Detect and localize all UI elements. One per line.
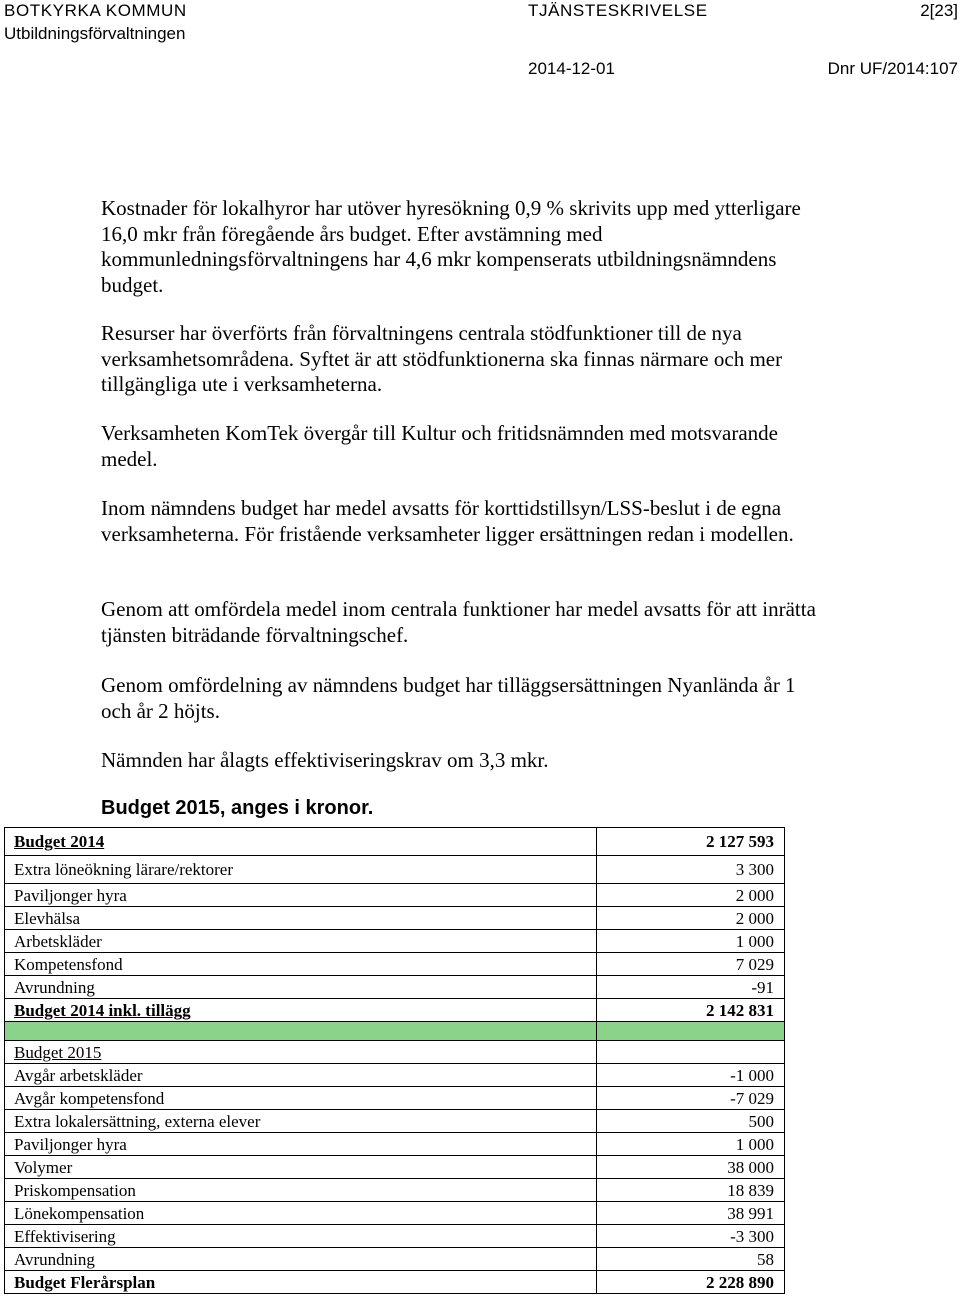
row-label: Budget 2014 inkl. tillägg [5, 999, 597, 1022]
row-value: 2 142 831 [597, 999, 785, 1022]
table-row-budget-flerarsplan [5, 1271, 785, 1294]
table-row [5, 1248, 785, 1271]
row-label: Budget 2015 [5, 1041, 597, 1064]
document-date: 2014-12-01 [528, 59, 615, 78]
row-value: 2 127 593 [597, 828, 785, 856]
row-value: 7 029 [597, 953, 785, 976]
registration-number: Dnr UF/2014:107 [827, 59, 958, 78]
row-value: -7 029 [597, 1087, 785, 1110]
highlight-separator-row [5, 1022, 785, 1041]
row-label: Lönekompensation [5, 1202, 597, 1225]
row-value: -3 300 [597, 1225, 785, 1248]
table-row [5, 907, 785, 930]
row-label: Budget 2014 [5, 828, 597, 856]
table-row [5, 1064, 785, 1087]
row-value: 58 [597, 1248, 785, 1271]
table-row [5, 856, 785, 884]
paragraph-nyanlanda: Genom omfördelning av nämndens budget har tilläggsersättningen Nyanlända år 1 och år 2 höjts. [101, 673, 796, 723]
row-value: 500 [597, 1110, 785, 1133]
table-row [5, 1156, 785, 1179]
table-row [5, 884, 785, 907]
paragraph-omfordela: Genom att omfördela medel inom centrala funktioner har medel avsatts för att inrätta tjänsten biträdande förvaltningschef. [101, 597, 816, 647]
row-label: Extra löneökning lärare/rektorer [5, 856, 597, 884]
row-value: -91 [597, 976, 785, 999]
row-label: Paviljonger hyra [5, 884, 597, 907]
paragraph-effektivisering: Nämnden har ålagts effektiviseringskrav om 3,3 mkr. [101, 748, 549, 772]
row-label: Budget Flerårsplan [5, 1271, 597, 1294]
table-row [5, 1179, 785, 1202]
row-value: 38 991 [597, 1202, 785, 1225]
table-row-budget-2015 [5, 1041, 785, 1064]
paragraph-resurser: Resurser har överförts från förvaltningens centrala stödfunktioner till de nya verksamhetsområdena. Syftet är att stödfunktionerna ska finnas närmare och mer tillgängliga ute i verksamheterna. [101, 321, 783, 396]
paragraph-lokalhyror: Kostnader för lokalhyror har utöver hyresökning 0,9 % skrivits upp med ytterligare 16,0 mkr från föregående års budget. Efter avstämning med kommunledningsförvaltningens har 4,6 mkr kompenserats utbildningsnämndens budget. [101, 196, 801, 297]
row-value: 38 000 [597, 1156, 785, 1179]
department-name: Utbildningsförvaltningen [4, 24, 186, 43]
table-row [5, 930, 785, 953]
row-label: Kompetensfond [5, 953, 597, 976]
row-label: Elevhälsa [5, 907, 597, 930]
table-row-budget-2014-incl [5, 999, 785, 1022]
row-value: 2 000 [597, 884, 785, 907]
row-label: Extra lokalersättning, externa elever [5, 1110, 597, 1133]
row-value [597, 1041, 785, 1064]
table-row [5, 1202, 785, 1225]
organization-name: BOTKYRKA KOMMUN [4, 1, 187, 20]
table-row [5, 953, 785, 976]
row-label: Volymer [5, 1156, 597, 1179]
row-label: Arbetskläder [5, 930, 597, 953]
separator-cell [5, 1022, 597, 1041]
document-type: TJÄNSTESKRIVELSE [528, 1, 708, 20]
row-label: Priskompensation [5, 1179, 597, 1202]
table-row [5, 976, 785, 999]
row-value: 2 000 [597, 907, 785, 930]
table-row [5, 1087, 785, 1110]
row-value: 3 300 [597, 856, 785, 884]
row-label: Avrundning [5, 976, 597, 999]
table-row [5, 1225, 785, 1248]
row-label: Avrundning [5, 1248, 597, 1271]
row-value: 18 839 [597, 1179, 785, 1202]
paragraph-komtek: Verksamheten KomTek övergår till Kultur och fritidsnämnden med motsvarande medel. [101, 421, 778, 471]
page-number: 2[23] [920, 1, 958, 20]
row-label: Avgår arbetskläder [5, 1064, 597, 1087]
row-value: 1 000 [597, 1133, 785, 1156]
budget-table [4, 827, 785, 1294]
row-label: Avgår kompetensfond [5, 1087, 597, 1110]
row-label: Paviljonger hyra [5, 1133, 597, 1156]
row-value: 2 228 890 [597, 1271, 785, 1294]
row-value: 1 000 [597, 930, 785, 953]
paragraph-korttidstillsyn: Inom nämndens budget har medel avsatts för korttidstillsyn/LSS-beslut i de egna verksamheterna. För fristående verksamheter ligger ersättningen redan i modellen. [101, 496, 794, 546]
row-label: Effektivisering [5, 1225, 597, 1248]
separator-cell [597, 1022, 785, 1041]
row-value: -1 000 [597, 1064, 785, 1087]
budget-section-heading: Budget 2015, anges i kronor. [101, 797, 374, 819]
table-row-budget-2014 [5, 828, 785, 856]
table-row [5, 1133, 785, 1156]
table-row [5, 1110, 785, 1133]
